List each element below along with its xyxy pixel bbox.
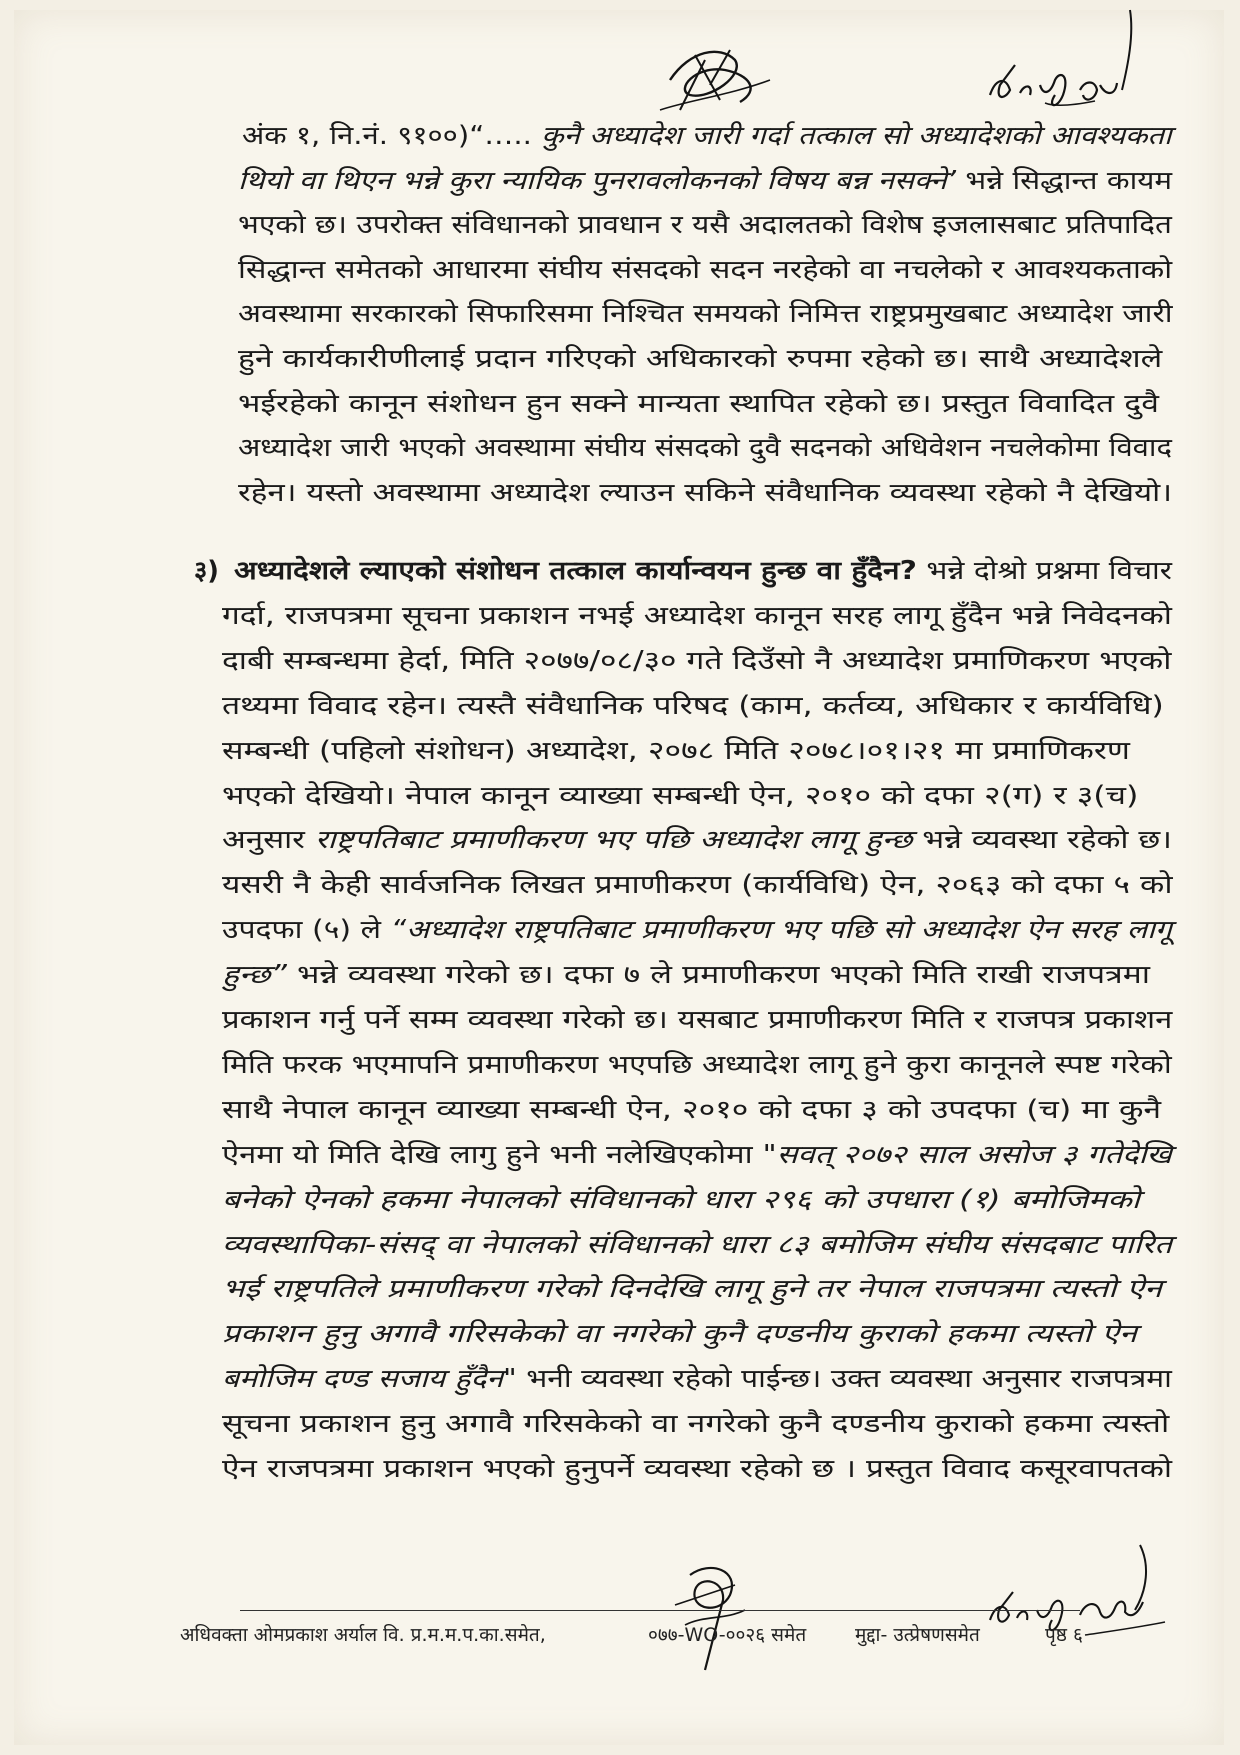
text-segment: भई राष्ट्रपतिले प्रमाणीकरण गरेको दिनदेखि लागू हुने तर नेपाल राजपत्रमा त्यस्तो ऐन [222, 1274, 1162, 1305]
paragraph-1-line [238, 252, 1172, 288]
footer-page-number: पृष्ठ ६ [1045, 1624, 1083, 1646]
text-segment: भईरहेको कानून संशोधन हुन सक्ने मान्यता स्थापित रहेको छ। प्रस्तुत विवादित दुवै [238, 388, 1159, 419]
text-segment: गर्दा, राजपत्रमा सूचना प्रकाशन नभई अध्यादेश कानून सरह लागू हुँदैन भन्ने निवेदनको [222, 600, 1172, 631]
section-3-line [234, 553, 1172, 589]
section-3-line [222, 912, 1172, 948]
section-3-line [222, 688, 1164, 724]
section-3-number: ३) [194, 556, 219, 586]
text-segment: अध्यादेश जारी भएको अवस्थामा संघीय संसदको दुवै सदनको अधिवेशन नचलेकोमा विवाद [238, 433, 1172, 464]
text-segment: अवस्थामा सरकारको सिफारिसमा निश्चित समयको निमित्त राष्ट्रप्रमुखबाट अध्यादेश जारी [238, 299, 1173, 330]
text-segment: बनेको ऐनको हकमा नेपालको संविधानको धारा २९६ को उपधारा (१) बमोजिमको [222, 1184, 1140, 1215]
text-segment: हुने कार्यकारीणीलाई प्रदान गरिएको अधिकारको रुपमा रहेको छ। साथै अध्यादेशले [238, 344, 1163, 374]
section-3-line [222, 1002, 1172, 1038]
section-3-line [222, 1227, 1172, 1263]
text-segment: मिति फरक भएमापनि प्रमाणीकरण भएपछि अध्यादेश लागू हुने कुरा कानूनले स्पष्ट गरेको [222, 1049, 1172, 1080]
section-3-line [222, 643, 1171, 679]
section-3-line [222, 1451, 1172, 1487]
section-3-line [222, 1137, 1172, 1173]
section-3-line [222, 598, 1172, 634]
text-segment: भन्ने दोश्रो प्रश्नमा विचार [916, 556, 1172, 586]
paragraph-1-line [238, 430, 1172, 466]
text-segment: तथ्यमा विवाद रहेन। त्यस्तै संवैधानिक परिषद (काम, कर्तव्य, अधिकार र कार्यविधि) [222, 690, 1164, 721]
text-segment: सवत् २०७२ साल असोज ३ गतेदेखि [776, 1139, 1172, 1170]
text-segment: अनुसार [222, 825, 315, 856]
text-segment: यसरी नै केही सार्वजनिक लिखत प्रमाणीकरण (कार्यविधि) ऐन, २०६३ को दफा ५ को [222, 870, 1173, 901]
footer-parties: अधिवक्ता ओमप्रकाश अर्याल वि. प्र.म.म.प.का.समेत, [180, 1624, 546, 1646]
footer-case-number: ०७७-WO-००२६ समेत [648, 1624, 807, 1646]
text-segment: सम्बन्धी (पहिलो संशोधन) अध्यादेश, २०७८ मिति २०७८।०१।२१ मा प्रमाणिकरण [222, 735, 1130, 766]
text-segment: भन्ने व्यवस्था रहेको छ। [912, 825, 1172, 856]
text-segment: “अध्यादेश राष्ट्रपतिबाट प्रमाणीकरण भए पछि सो अध्यादेश ऐन सरह लागू [390, 915, 1172, 946]
paragraph-1-line [238, 207, 1172, 243]
section-3-line [222, 822, 1172, 858]
text-segment: साथै नेपाल कानून व्याख्या सम्बन्धी ऐन, २०१० को दफा ३ को उपदफा (च) मा कुनै [222, 1094, 1162, 1125]
text-segment: बमोजिम दण्ड सजाय हुँदैन" [222, 1364, 517, 1395]
section-3-line [222, 1047, 1172, 1083]
text-segment: दाबी सम्बन्धमा हेर्दा, मिति २०७७/०८/३० गते दिउँसो नै अध्यादेश प्रमाणिकरण भएको [222, 645, 1172, 676]
text-segment: कुनै अध्यादेश जारी गर्दा तत्काल सो अध्यादेशको आवश्यकता [541, 121, 1172, 151]
paragraph-1-line [238, 296, 1173, 332]
section-3-line [222, 867, 1173, 903]
text-segment: सिद्धान्त समेतको आधारमा संघीय संसदको सदन नरहेको वा नचलेको र आवश्यकताको [238, 254, 1173, 285]
text-segment: ऐन राजपत्रमा प्रकाशन भएको हुनुपर्ने व्यवस्था रहेको छ । प्रस्तुत विवाद कसूरवापतको [222, 1454, 1173, 1484]
text-segment: भएको छ। उपरोक्त संविधानको प्रावधान र यसै अदालतको विशेष इजलासबाट प्रतिपादित [238, 210, 1172, 241]
section-3-line [222, 957, 1150, 993]
paragraph-1-line [238, 386, 1159, 422]
text-segment: सूचना प्रकाशन हुनु अगावै गरिसकेको वा नगरेको कुनै दण्डनीय कुराको हकमा त्यस्तो [222, 1409, 1170, 1440]
text-segment: थियो वा थिएन भन्ने कुरा न्यायिक पुनरावलोकनको विषय बन्न नसक्ने’ [238, 165, 957, 196]
text-segment: भएको देखियो। नेपाल कानून व्याख्या सम्बन्धी ऐन, २०१० को दफा २(ग) र ३(च) [222, 780, 1139, 811]
text-segment: राष्ट्रपतिबाट प्रमाणीकरण भए पछि अध्यादेश लागू हुन्छ [314, 825, 913, 856]
section-3-line [222, 1182, 1140, 1218]
text-segment: अध्यादेशले ल्याएको संशोधन तत्काल कार्यान्वयन हुन्छ वा हुँदैन? [234, 556, 917, 586]
text-segment: रहेन। यस्तो अवस्थामा अध्यादेश ल्याउन सकिने संवैधानिक व्यवस्था रहेको नै देखियो। [238, 477, 1173, 508]
footer-rule [240, 1610, 1080, 1611]
section-3-line [222, 1271, 1162, 1307]
text-segment: प्रकाशन गर्नु पर्ने सम्म व्यवस्था गरेको छ। यसबाट प्रमाणीकरण मिति र राजपत्र प्रकाशन [222, 1005, 1173, 1035]
section-3-line [222, 1316, 1137, 1352]
section-3-line [222, 733, 1130, 769]
section-3-line [222, 1361, 1172, 1397]
paragraph-1-line [238, 475, 1172, 511]
section-3-line [222, 1406, 1169, 1442]
text-segment: व्यवस्थापिका-संसद् वा नेपालको संविधानको धारा ८३ बमोजिम संघीय संसदबाट पारित [222, 1229, 1173, 1260]
section-3-line [222, 778, 1138, 814]
text-segment: हुन्छ” [222, 960, 287, 991]
text-segment: भनी व्यवस्था रहेको पाईन्छ। उक्त व्यवस्था अनुसार राजपत्रमा [516, 1364, 1172, 1395]
text-segment: प्रकाशन हुनु अगावै गरिसकेको वा नगरेको कुनै दण्डनीय कुराको हकमा त्यस्तो ऐन [222, 1319, 1137, 1350]
paragraph-1-line [242, 118, 1172, 154]
footer-subject: मुद्दा- उत्प्रेषणसमेत [855, 1624, 980, 1646]
paragraph-1-line [238, 341, 1162, 377]
text-segment: ऐनमा यो मिति देखि लागु हुने भनी नलेखिएकोमा " [222, 1139, 777, 1170]
text-segment: भन्ने व्यवस्था गरेको छ। दफा ७ ले प्रमाणीकरण भएको मिति राखी राजपत्रमा [286, 960, 1151, 991]
paragraph-1-line [238, 163, 1172, 199]
text-segment: उपदफा (५) ले [222, 915, 391, 946]
text-segment: अंक १, नि.नं. ९१००)“….. [242, 121, 542, 151]
text-segment: भन्ने सिद्धान्त कायम [956, 165, 1173, 196]
section-3-line [222, 1092, 1161, 1128]
